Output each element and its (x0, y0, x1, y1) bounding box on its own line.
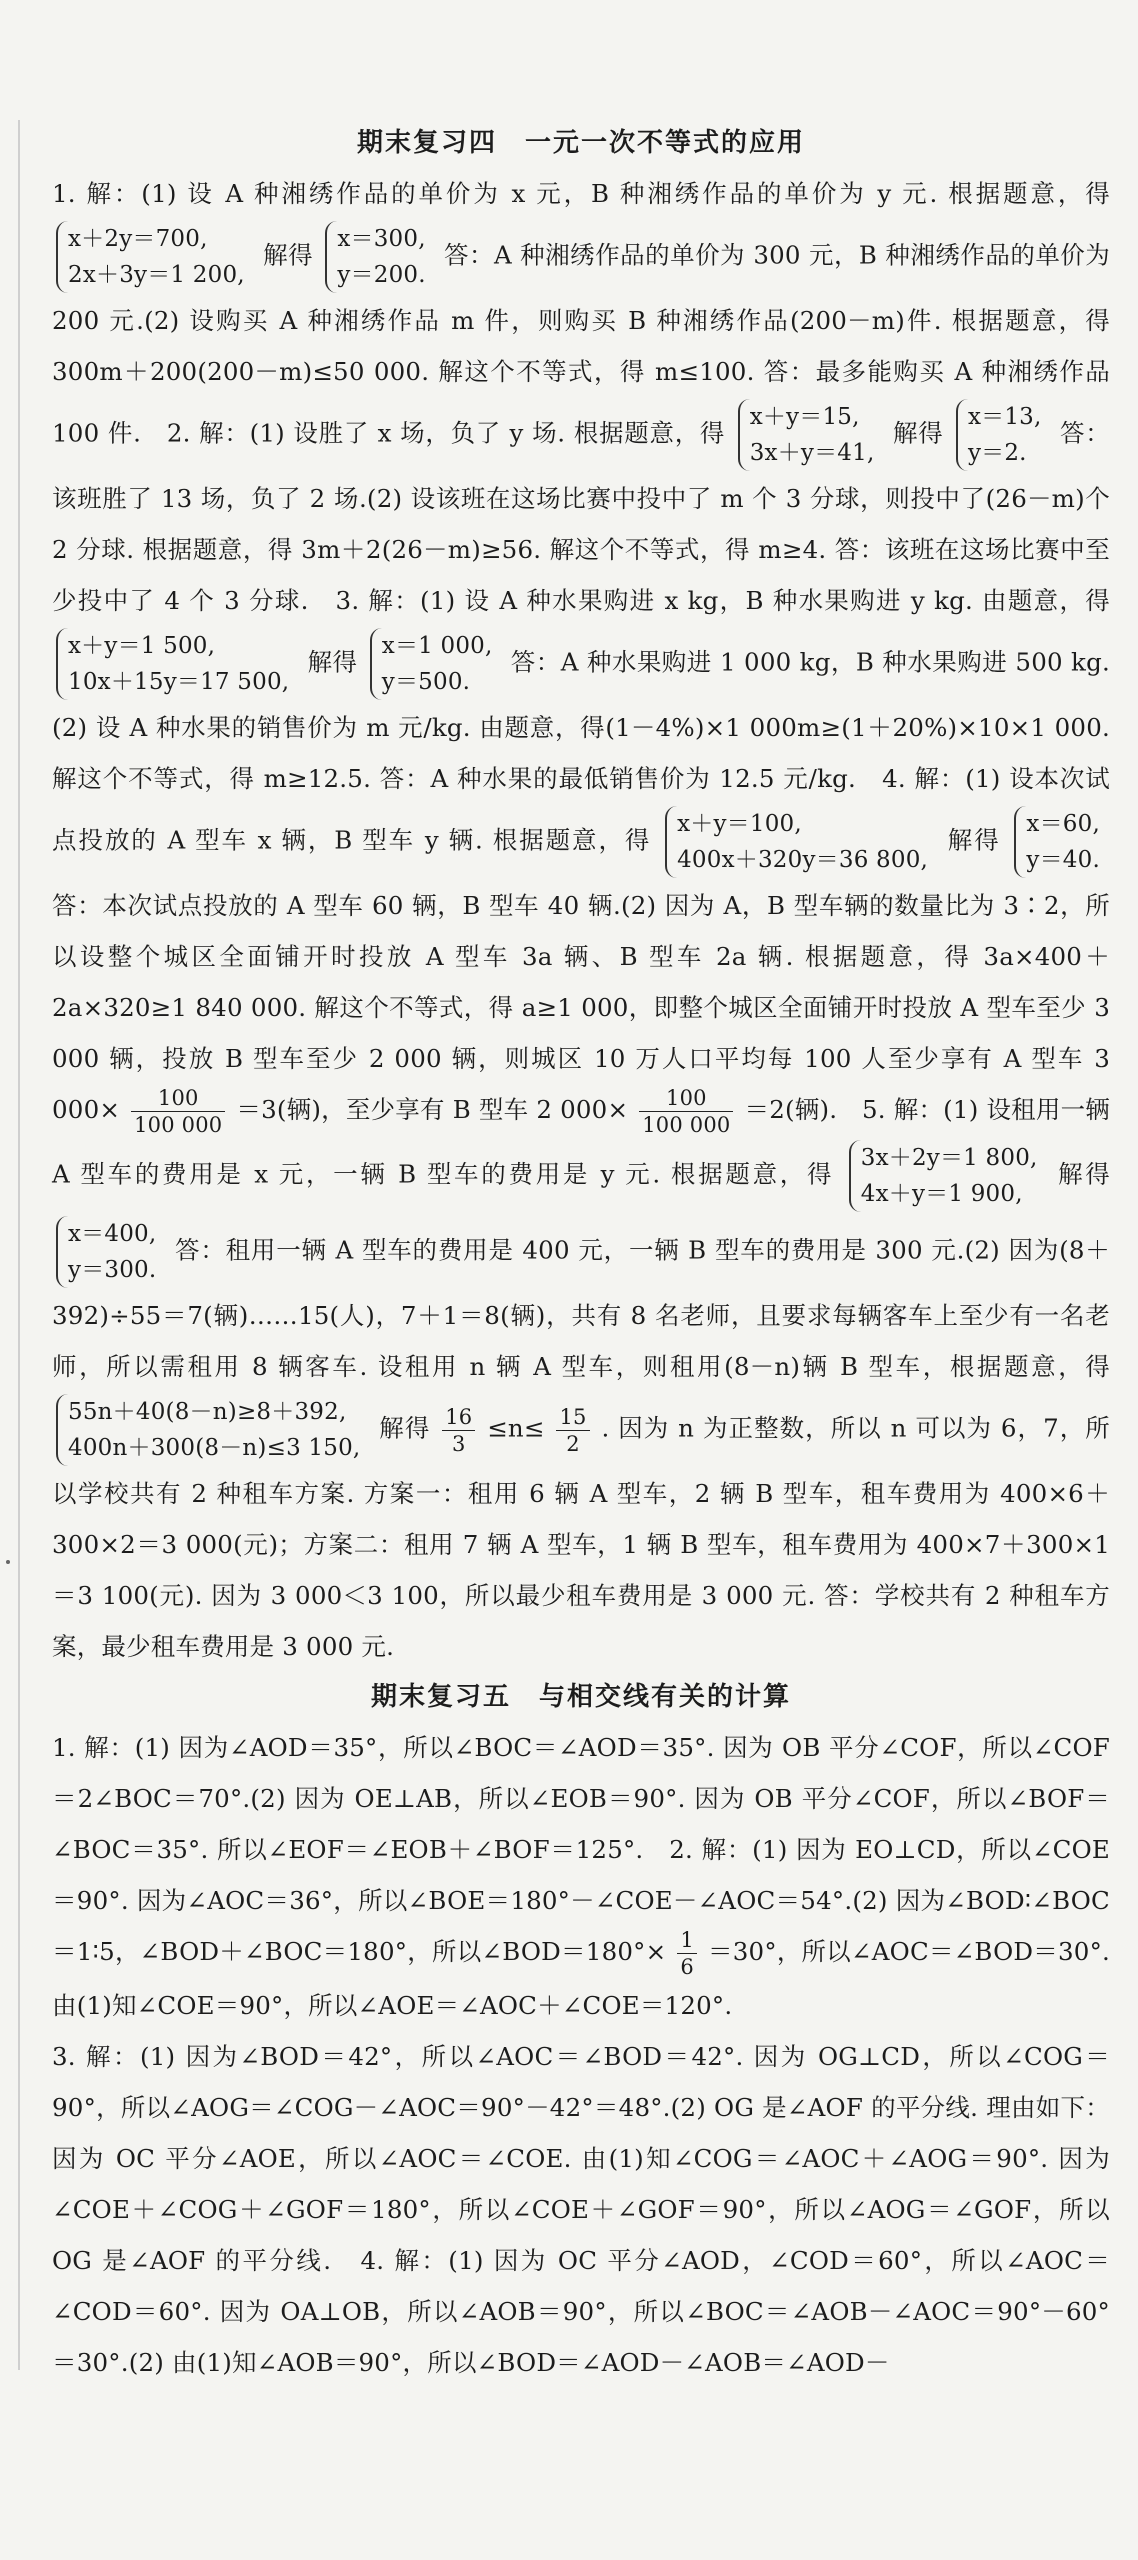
review-5-q3-q4 (52, 2031, 1110, 2388)
solve-word: 解得 (379, 1413, 431, 1443)
q3-q4-text: 答：A 种水果购进 1 000 kg，B 种水果购进 500 kg.(2) 设 A 种水果的销售价为 m 元/kg. 由题意，得(1－4%)×1 000m≥(1＋20%)×10×1 000. 解这个不等式，得 m≥12.5. 答：A 种水果的最低销售价为 12.5 元/kg. 4. 解：(1) 设本次试点投放的 A 型车 x 辆，B 型车 y 辆. 根据题意，得 (52, 647, 1110, 855)
fraction-100-over-100000: $\frac{100}{100 000}$ (639, 1085, 733, 1138)
equation-system-3: x＋y＝1 500, 10x＋15y＝17 500, (56, 628, 295, 700)
solution-system-4: x＝60, y＝40. (1014, 806, 1106, 878)
q5-conclusion: . 因为 n 为正整数，所以 n 可以为 6，7，所以学校共有 2 种租车方案. 方案一：租用 6 辆 A 型车，2 辆 B 型车，租车费用为 400×6＋300×2＝3 000(元)；方案二：租用 7 辆 A 型车，1 辆 B 型车，租车费用为 400×7＋300×1＝3 100(元). 因为 3 000＜3 100，所以最少租车费用是 3 000 元. 答：学校共有 2 种租车方案，最少租车费用是 3 000 元. (52, 1413, 1110, 1661)
margin-rule (18, 120, 20, 2370)
q4-text-2: ＝3(辆)，至少享有 B 型车 2 000× (236, 1095, 629, 1124)
solve-word: 解得 (1058, 1159, 1110, 1189)
q5-text: 答：租用一辆 A 型车的费用是 400 元，一辆 B 型车的费用是 300 元.(2) 因为(8＋392)÷55＝7(辆)……15(人)，7＋1＝8(辆)，共有 8 名老师，且要求每辆客车上至少有一名老师，所以需租用 8 辆客车. 设租用 n 辆 A 型车，则租用(8－n)辆 B 型车，根据题意，得 (52, 1235, 1111, 1381)
q2-q3-text: 答：该班胜了 13 场，负了 2 场.(2) 设该班在这场比赛中投中了 m 个 3 分球，则投中了(26－m)个 2 分球. 根据题意，得 3m＋2(26－m)≥56. 解这个不等式，得 m≥4. 答：该班在这场比赛中至少投中了 4 个 3 分球. 3. 解：(1) 设 A 种水果购进 x kg，B 种水果购进 y kg. 由题意，得 (52, 418, 1110, 615)
inequality-middle: ≤n≤ (487, 1413, 545, 1443)
q4-text: 答：本次试点投放的 A 型车 60 辆，B 型车 40 辆.(2) 因为 A，B 型车辆的数量比为 3∶2，所以设整个城区全面铺开时投放 A 型车 3a 辆、B 型车 2a 辆. 根据题意，得 3a×400＋2a×320≥1 840 000. 解这个不等式，得 a≥1 000，即整个城区全面铺开时投放 A 型车至少 3 000 辆，投放 B 型车至少 2 000 辆，则城区 10 万人口平均每 100 人至少享有 A 型车 3 000× (52, 891, 1110, 1124)
solution-system-5: x＝400, y＝300. (56, 1216, 162, 1288)
r5-q3-q4-text: 3. 解：(1) 因为∠BOD＝42°，所以∠AOC＝∠BOD＝42°. 因为 OG⊥CD，所以∠COG＝90°，所以∠AOG＝∠COG－∠AOC＝90°－42°＝48°.(2) OG 是∠AOF 的平分线. 理由如下：因为 OC 平分∠AOE，所以∠AOC＝∠COE. 由(1)知∠COG＝∠AOC＋∠AOG＝90°. 因为∠COE＋∠COG＋∠GOF＝180°，所以∠COE＋∠GOF＝90°，所以∠AOG＝∠GOF，所以 OG 是∠AOF 的平分线. 4. 解：(1) 因为 OC 平分∠AOD，∠COD＝60°，所以∠AOC＝∠COD＝60°. 因为 OA⊥OB，所以∠AOB＝90°，所以∠BOC＝∠AOB－∠AOC＝90°－60°＝30°.(2) 由(1)知∠AOB＝90°，所以∠BOD＝∠AOD－∠AOB＝∠AOD－ (52, 2042, 1110, 2377)
q1-q2-text: 答：A 种湘绣作品的单价为 300 元，B 种湘绣作品的单价为 200 元.(2) 设购买 A 种湘绣作品 m 件，则购买 B 种湘绣作品(200－m)件. 根据题意，得 300m＋200(200－m)≤50 000. 解这个不等式，得 m≤100. 答：最多能购买 A 种湘绣作品 100 件. 2. 解：(1) 设胜了 x 场，负了 y 场. 根据题意，得 (52, 240, 1110, 448)
fraction-1-over-6: $\frac{1}{6}$ (677, 1927, 697, 1980)
review-5-q1-q2 (52, 1722, 1110, 2031)
solution-system-1: x＝300, y＝200. (325, 221, 431, 293)
review-4-answers (52, 168, 1110, 1672)
equation-system-5: 3x＋2y＝1 800, 4x＋y＝1 900, (849, 1140, 1044, 1212)
section-title-review-5: 期末复习五 与相交线有关的计算 (370, 1682, 791, 1712)
answer-column (52, 118, 1110, 2388)
fraction-15-over-2: $\frac{15}{2}$ (556, 1404, 589, 1457)
fraction-100-over-100000: $\frac{100}{100 000}$ (131, 1085, 225, 1138)
r5-q1-q2-text: 1. 解：(1) 因为∠AOD＝35°，所以∠BOC＝∠AOD＝35°. 因为 OB 平分∠COF，所以∠COF＝2∠BOC＝70°.(2) 因为 OE⊥AB，所以∠EOB＝90°. 因为 OB 平分∠COF，所以∠BOF＝∠BOC＝35°. 所以∠EOF＝∠EOB＋∠BOF＝125°. 2. 解：(1) 因为 EO⊥CD，所以∠COE＝90°. 因为∠AOC＝36°，所以∠BOE＝180°－∠COE－∠AOC＝54°.(2) 因为∠BOD∶∠BOC＝1∶5，∠BOD＋∠BOC＝180°，所以∠BOD＝180°× (52, 1733, 1110, 1966)
solve-word: 解得 (947, 825, 1001, 855)
q4-q5-text: ＝2(辆). 5. 解：(1) 设租用一辆 A 型车的费用是 x 元，一辆 B 型车的费用是 y 元. 根据题意，得 (52, 1095, 1111, 1189)
solution-system-2: x＝13, y＝2. (956, 399, 1048, 471)
solve-word: 解得 (307, 647, 358, 677)
solve-word: 解得 (892, 418, 944, 448)
fraction-16-over-3: $\frac{16}{3}$ (442, 1404, 475, 1457)
solution-system-3: x＝1 000, y＝500. (370, 628, 499, 700)
q1-text: 1. 解：(1) 设 A 种湘绣作品的单价为 x 元，B 种湘绣作品的单价为 y 元. 根据题意，得 (52, 179, 1110, 208)
stray-dot (6, 1560, 10, 1564)
solve-word: 解得 (263, 240, 314, 270)
equation-system-1: x＋2y＝700, 2x＋3y＝1 200, (56, 221, 251, 293)
equation-system-4: x＋y＝100, 400x＋320y＝36 800, (665, 806, 934, 878)
r5-q2-text: ＝30°，所以∠AOC＝∠BOD＝30°. 由(1)知∠COE＝90°，所以∠AOE＝∠AOC＋∠COE＝120°. (52, 1937, 1111, 2020)
inequality-system-6: 55n＋40(8－n)≥8＋392, 400n＋300(8－n)≤3 150, (56, 1394, 366, 1466)
section-title-review-4: 期末复习四 一元一次不等式的应用 (356, 128, 805, 158)
equation-system-2: x＋y＝15, 3x＋y＝41, (738, 399, 881, 471)
